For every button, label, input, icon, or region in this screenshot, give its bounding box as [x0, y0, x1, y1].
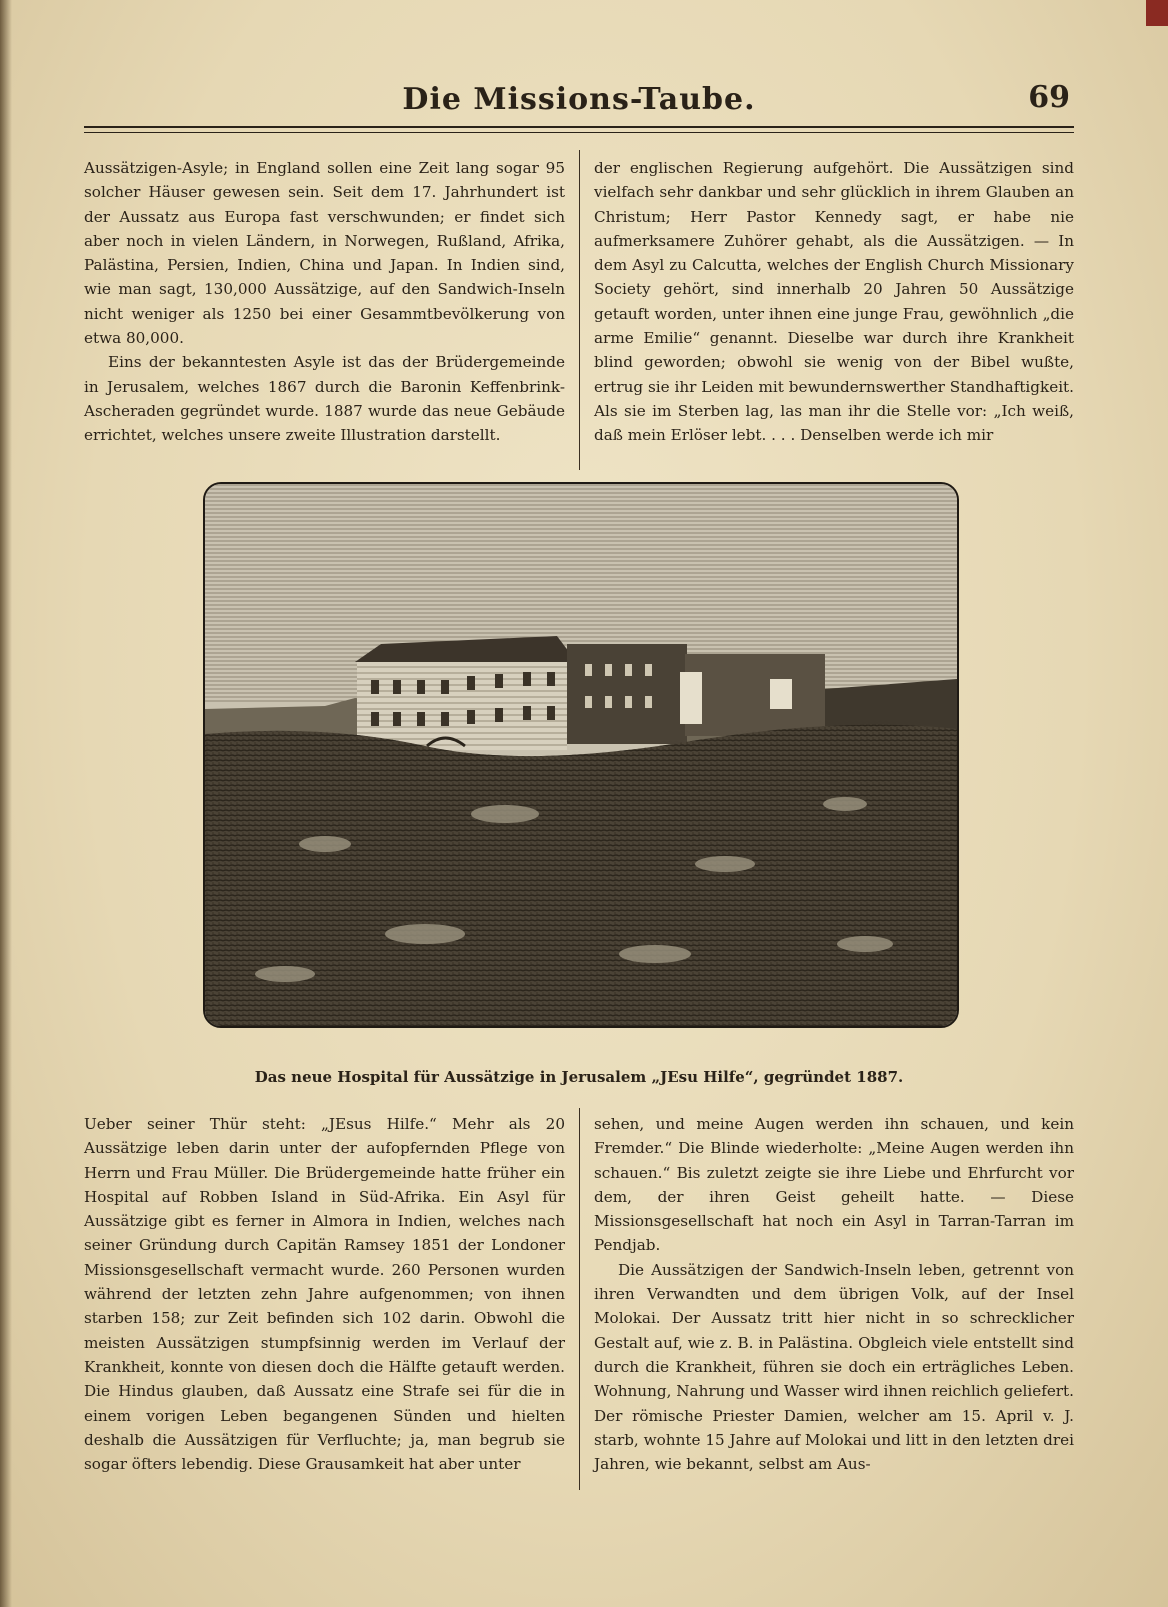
column-top-left: [84, 156, 565, 448]
hospital-engraving: [203, 482, 959, 1028]
paragraph: Ueber seiner Thür steht: „JEsus Hilfe.“ Mehr als 20 Aussätzige leben darin unter der aufopfernden Pflege von Herrn und Frau Müller. Die Brüdergemeinde hatte früher ein Hospital auf Robben Island in Süd-Afrika. Ein Asyl für Aussätzige gibt es ferner in Almora in Indien, welches nach seiner Gründung durch Capitän Ramsey 1851 der Londoner Missionsgesellschaft vermacht wurde. 260 Personen wurden während der letzten zehn Jahre aufgenommen; von ihnen starben 158; zur Zeit befinden sich 102 darin. Obwohl die meisten Aussätzigen stumpfsinnig werden im Verlauf der Krankheit, konnte von diesen doch die Hälfte getauft werden. Die Hindus glauben, daß Aussatz eine Strafe sei für die in einem vorigen Leben begangenen Sünden und hielten deshalb die Aussätzigen für Verfluchte; ja, man begrub sie sogar öfters lebendig. Diese Grausamkeit hat aber unter: [84, 1115, 565, 1474]
paragraph: Aussätzigen-Asyle; in England sollen eine Zeit lang sogar 95 solcher Häuser gewesen sein. Seit dem 17. Jahrhundert ist der Aussatz aus Europa fast verschwunden; er findet sich aber noch in vielen Ländern, in Norwegen, Rußland, Afrika, Palästina, Persien, Indien, China und Japan. In Indien sind, wie man sagt, 130,000 Aussätzige, auf den Sandwich-Inseln nicht weniger als 1250 bei einer Gesammtbevölkerung von etwa 80,000.: [84, 159, 565, 348]
column-bottom-left: [84, 1112, 565, 1476]
running-title: Die Missions-Taube.: [402, 82, 756, 117]
paragraph: der englischen Regierung aufgehört. Die Aussätzigen sind vielfach sehr dankbar und sehr glücklich in ihrem Glauben an Christum; Herr Pastor Kennedy sagt, er habe nie aufmerksamere Zuhörer gehabt, als die Aussätzigen. — In dem Asyl zu Calcutta, welches der English Church Missionary Society gehört, sind innerhalb 20 Jahren 50 Aussätzige getauft worden, unter ihnen eine junge Frau, gewöhnlich „die arme Emilie“ genannt. Dieselbe war durch ihre Krankheit blind geworden; obwohl sie wenig von der Bibel wußte, ertrug sie ihr Leiden mit bewundernswerther Standhaftigkeit. Als sie im Sterben lag, las man ihr die Stelle vor: „Ich weiß, daß mein Erlöser lebt. . . . Denselben werde ich mir: [594, 159, 1074, 445]
page-number: 69: [1028, 80, 1070, 115]
paragraph: Die Aussätzigen der Sandwich-Inseln leben, getrennt von ihren Verwandten und dem übrigen Volk, auf der Insel Molokai. Der Aussatz tritt hier nicht in so schrecklicher Gestalt auf, wie z. B. in Palästina. Obgleich viele entstellt sind durch die Krankheit, führen sie doch ein erträgliches Leben. Wohnung, Nahrung und Wasser wird ihnen reichlich geliefert. Der römische Priester Damien, welcher am 15. April v. J. starb, wohnte 15 Jahre auf Molokai und litt in den letzten drei Jahren, wie bekannt, selbst am Aus-: [594, 1260, 1074, 1474]
paragraph: Eins der bekanntesten Asyle ist das der Brüdergemeinde in Jerusalem, welches 1867 durch die Baronin Keffenbrink-Ascheraden gegründet wurde. 1887 wurde das neue Gebäude errichtet, welches unsere zweite Illustration darstellt.: [84, 353, 565, 445]
page-header: [84, 76, 1074, 120]
paragraph: sehen, und meine Augen werden ihn schauen, und kein Fremder.“ Die Blinde wiederholte: „Meine Augen werden ihn schauen.“ Bis zuletzt zeigte sie ihre Liebe und Ehrfurcht vor dem, der ihren Geist geheilt hatte. — Diese Missionsgesellschaft hat noch ein Asyl in Tarran-Tarran im Pendjab.: [594, 1115, 1074, 1255]
hospital-engraving-image: [205, 484, 957, 1026]
column-divider: [579, 150, 580, 470]
illustration-caption: Das neue Hospital für Aussätzige in Jerusalem „JEsu Hilfe“, gegründet 1887.: [254, 1068, 904, 1086]
header-rule: [84, 126, 1074, 133]
column-divider: [579, 1108, 580, 1490]
column-top-right: [594, 156, 1074, 448]
column-bottom-right: [594, 1112, 1074, 1476]
page-shadow: [0, 0, 12, 1607]
binding-corner: [1146, 0, 1168, 26]
